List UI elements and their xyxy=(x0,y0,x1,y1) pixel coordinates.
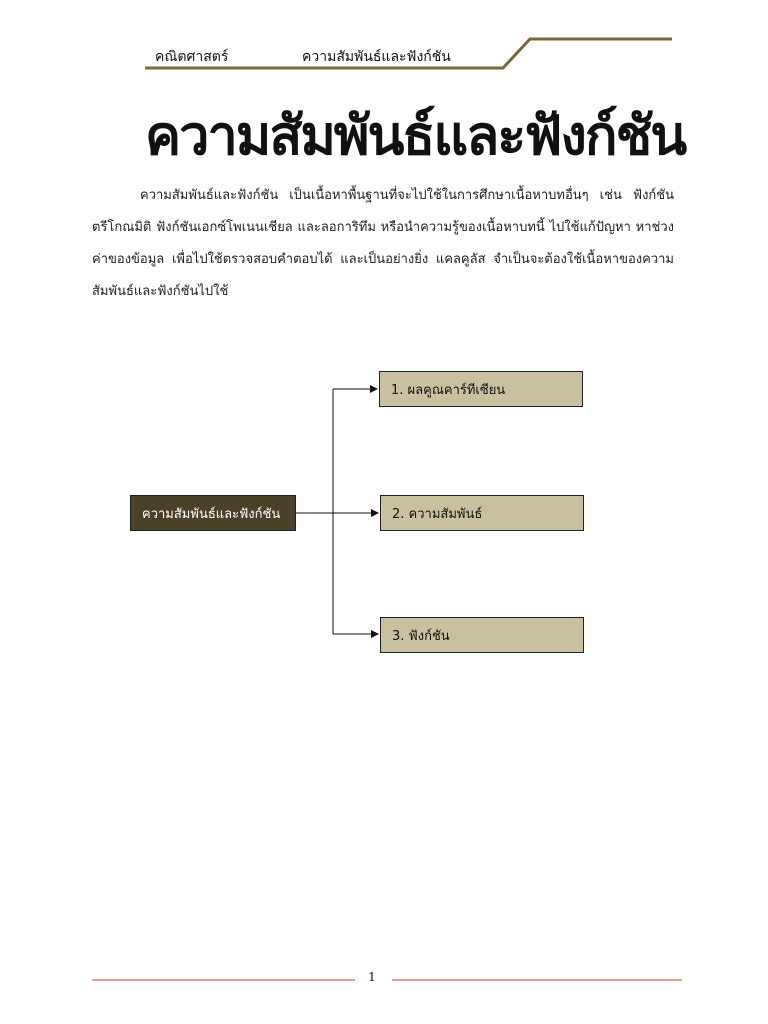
header-subject: คณิตศาสตร์ xyxy=(155,49,229,65)
diagram-node-function: 3. ฟังก์ชัน xyxy=(380,617,584,653)
intro-paragraph: ความสัมพันธ์และฟังก์ชัน เป็นเนื้อหาพื้นฐานที่จะไปใช้ในการศึกษาเนื้อหาบทอื่นๆ เช่น ฟังก์ชันตรีโกณมิติ ฟังก์ชันเอกซ์โพเนนเชียล และลอการิทึม หรือนำความรู้ของเนื้อหาบทนี้ ไปใช้แก้ปัญหา หาช่วงค่าของข้อมูล เพื่อไปใช้ตรวจสอบคำตอบได้ และเป็นอย่างยิ่ง แคลคูลัส จำเป็นจะต้องใช้เนื้อหาของความสัมพันธ์และฟังก์ชันไปใช้ xyxy=(92,188,674,299)
page-title: ความสัมพันธ์และฟังก์ชัน xyxy=(145,104,686,167)
diagram-node-cartesian-product: 1. ผลคูณคาร์ทีเซียน xyxy=(379,371,583,407)
page-number: 1 xyxy=(368,970,376,984)
diagram-node-relation: 2. ความสัมพันธ์ xyxy=(380,495,584,531)
diagram-root-node: ความสัมพันธ์และฟังก์ชัน xyxy=(130,495,296,531)
header-topic: ความสัมพันธ์และฟังก์ชัน xyxy=(302,49,451,65)
